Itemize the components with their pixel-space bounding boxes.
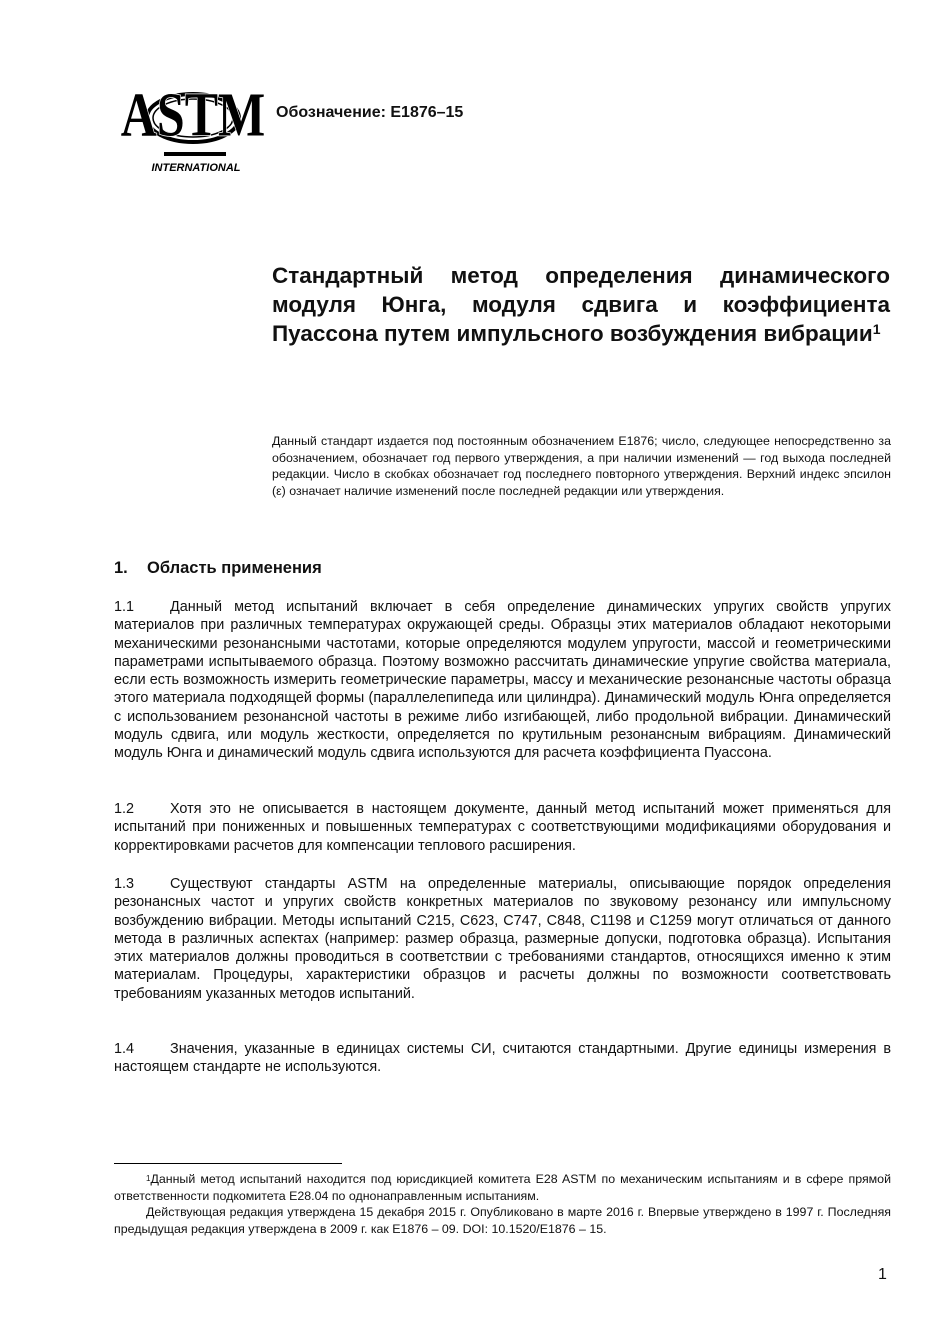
paragraph-number: 1.4 — [114, 1041, 135, 1057]
footnote-approval — [114, 1204, 891, 1237]
footnote-divider — [114, 1163, 342, 1164]
footnote-1 — [114, 1171, 891, 1204]
paragraph-number: 1.1 — [114, 599, 135, 615]
section-number: 1. — [114, 559, 128, 577]
paragraph-text: Значения, указанные в единицах системы СИ, считаются стандартными. Другие единицы измерения в настоящем стандарте не используются. — [114, 1041, 891, 1076]
footnote-text: Данный метод испытаний находится под юрисдикцией комитета E28 ASTM по механическим испытаниям и в сфере прямой ответственности подкомитета E28.04 по однонаправленным испытаниям. — [114, 1172, 891, 1203]
paragraph-1-4 — [114, 1040, 891, 1077]
section-title: Область применения — [147, 559, 322, 577]
paragraph-text: Хотя это не описывается в настоящем документе, данный метод испытаний может применяться для испытаний при пониженных и повышенных температурах с соответствующими модификациями оборудования и корректировками расчетов для компенсации теплового расширения. — [114, 801, 891, 854]
paragraph-1-3 — [114, 875, 891, 1003]
paragraph-text: Существуют стандарты ASTM на определенные материалы, описывающие порядок определения резонансных частот и упругих свойств конкретных материалов по звуковому резонансу или импульсному возбуждению вибрации. Методы испытаний C215, C623, C747, C848, C1198 и C1259 могут отличаться от данного метода в различных аспектах (например: размер образца, размерные допуски, подготовка образца). Испытания этих материалов должны проводиться в соответствии с требованиями стандартов, относящихся именно к этим материалам. Процедуры, характеристики образцов и расчеты должны по возможности соответствовать требованиям указанных методов испытаний. — [114, 876, 891, 1002]
section-heading — [114, 558, 322, 578]
designation-notice: Данный стандарт издается под постоянным обозначением E1876; число, следующее непосредственно за обозначением, обозначает год первого утверждения, а при наличии изменений — год выхода последней редакции. Число в скобках обозначает год последнего повторного утверждения. Верхний индекс эпсилон (ε) означает наличие изменений после последней редакции или утверждения. — [272, 434, 891, 498]
title-text: Стандартный метод определения динамического модуля Юнга, модуля сдвига и коэффициента Пуассона путем импульсного возбуждения вибрации — [272, 263, 890, 346]
footnote-mark: 1 — [146, 1174, 151, 1183]
page-number: 1 — [878, 1266, 887, 1283]
document-title — [272, 261, 890, 348]
astm-logo-graphic — [120, 78, 266, 178]
title-footnote-mark[interactable]: 1 — [872, 321, 881, 337]
paragraph-1-2 — [114, 800, 891, 855]
paragraph-1-1 — [114, 598, 891, 763]
footnote-text: Действующая редакция утверждена 15 декабря 2015 г. Опубликовано в марте 2016 г. Впервые утверждено в 1997 г. Последняя предыдущая редакция утверждена в 2009 г. как E1876 – 09. DOI: 10.1520/E1876 – 15. — [114, 1205, 891, 1236]
paragraph-text: Данный метод испытаний включает в себя определение динамических упругих свойств упругих материалов при различных температурах окружающей среды. Образцы этих материалов обладают некоторыми механическими резонансными частотами, которые определяются модулем упругости, массой и геометрическими параметрами испытываемого образца. Поэтому возможно рассчитать динамические упругие свойства материала, если есть возможность измерить геометрические параметры, массу и механические резонансные частоты образца этого материала подходящей формы (параллелепипеда или цилиндра). Динамический модуль Юнга определяется с использованием резонансной частоты в режиме либо изгибающей, либо продольной вибрации. Динамический модуль сдвига, или модуль жесткости, определяется по крутильным резонансным вибрациям. Динамический модуль Юнга и динамический модуль сдвига используются для расчета коэффициента Пуассона. — [114, 599, 891, 762]
logo-subtitle: INTERNATIONAL — [151, 162, 241, 174]
document-designation: Обозначение: E1876–15 — [276, 104, 464, 121]
paragraph-number: 1.3 — [114, 876, 135, 892]
astm-logo-icon — [120, 78, 266, 178]
logo-wordmark: ASTM — [120, 81, 266, 150]
paragraph-number: 1.2 — [114, 801, 135, 817]
